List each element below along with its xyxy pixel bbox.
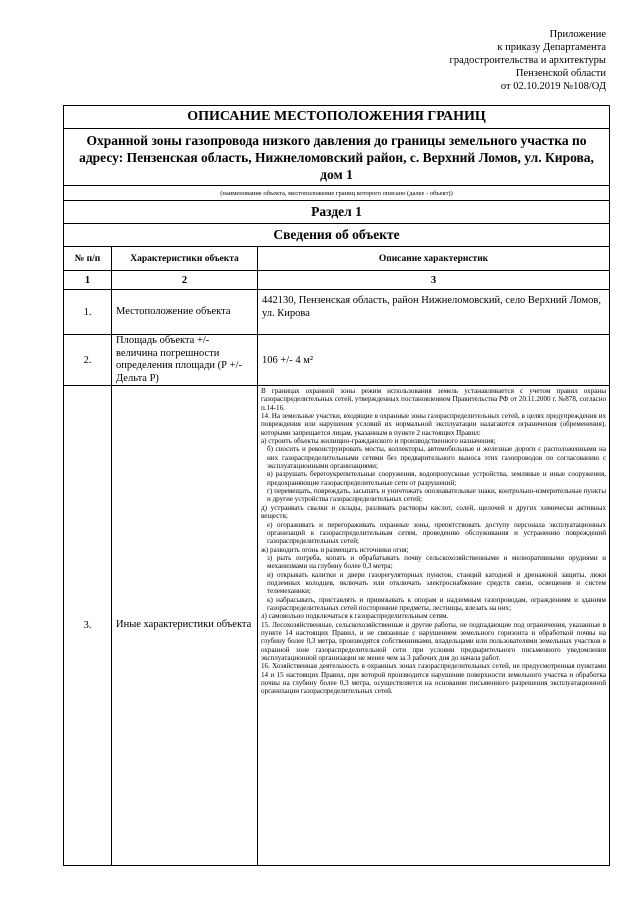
column-number: 3 [258, 271, 610, 290]
table-header-row [64, 247, 610, 271]
approval-date-line: от 02.10.2019 №108/ОД [500, 81, 606, 92]
row-characteristic: Площадь объекта +/- величина погрешности определения площади (Р +/- Дельта Р) [112, 335, 258, 386]
header-characteristic: Характеристики объекта [112, 247, 258, 271]
table-row [64, 386, 610, 866]
object-name: Охранной зоны газопровода низкого давления до границы земельного участка по адресу: Пензенская область, Нижнеломовский район, с. Верхний Ломов, ул. Кирова, дом 1 [64, 129, 610, 186]
regime-paragraph: В границах охранной зоны режим использования земель устанавливается с учетом правил охраны газораспределительных сетей, утвержденных постановлением Правительства РФ от 20.11.2000 г. №878, согласно п.14-16. [261, 387, 606, 412]
other-characteristics-text [258, 386, 610, 866]
restriction-item: и) открывать калитки и двери газорегуляторных пунктов, станций катодной и дренажной защиты, люки подземных колодцев, включать или отключать электроснабжение средств связи, освещения и систем телемеханики; [267, 570, 606, 596]
restriction-item: а) строить объекты жилищно-гражданского и производственного назначения; [261, 437, 496, 446]
rule-paragraph-15: 15. Лесохозяйственные, сельскохозяйственные и другие работы, не подпадающие под ограничения, указанные в пункте 14 настоящих Правил, и не связанные с нарушением земельного горизонта и обработкой почвы на глубину более 0,3 метра, производятся собственниками, владельцами или пользователями земельных участков в охранной зоне газораспределительной сети при условии предварительного письменного уведомления эксплуатационной организации не менее чем за 3 рабочих дня до начала работ. [261, 620, 606, 662]
table-row [64, 290, 610, 335]
row-characteristic: Иные характеристики объекта [112, 386, 258, 866]
restriction-item: з) рыть погреба, копать и обрабатывать почву сельскохозяйственными и мелиоративными орудиями и механизмами на глубину более 0,3 метра; [267, 553, 606, 571]
rule-paragraph-14: 14. На земельные участки, входящие в охранные зоны газораспределительных сетей, в целях предупреждения их повреждения или нарушения условий их нормальной эксплуатации налагаются ограничения (обременения), которыми запрещается лицам, указанным в пункте 2 настоящих Правил: [261, 412, 606, 437]
approval-line: Пензенской области [515, 68, 606, 79]
restriction-item: е) огораживать и перегораживать охранные зоны, препятствовать доступу персонала эксплуатационных организаций к газораспределительным сетям, проведению обслуживания и устранению повреждений газораспределительных сетей; [267, 520, 606, 546]
restriction-item: д) устраивать свалки и склады, разливать растворы кислот, солей, щелочей и других химически активных веществ; [261, 503, 606, 521]
approval-line: Приложение [549, 29, 606, 40]
restriction-item: б) сносить и реконструировать мосты, коллекторы, автомобильные и железные дороги с расположенными на них газораспределительными сетями без предварительного выноса этих газопроводов по согласованию с эксплуатационными организациями; [267, 445, 606, 471]
rule-paragraph-16: 16. Хозяйственная деятельность в охранных зонах газораспределительных сетей, не предусмотренная пунктами 14 и 15 настоящих Правил, при которой производится нарушение поверхности земельного участка и обработка почвы на глубину более 0,3 метра, осуществляется на основании письменного разрешения эксплуатационной организации газораспределительных сетей. [261, 662, 606, 696]
row-number: 1. [64, 290, 112, 335]
section-subtitle: Сведения об объекте [64, 224, 610, 247]
boundary-description-table [63, 105, 610, 866]
approval-line: к приказу Департамента [497, 42, 606, 53]
table-row [64, 335, 610, 386]
header-number: № п/п [64, 247, 112, 271]
column-number-row [64, 271, 610, 290]
row-description: 106 +/- 4 м² [258, 335, 610, 386]
approval-line: градостроительства и архитектуры [449, 55, 606, 66]
document-title: ОПИСАНИЕ МЕСТОПОЛОЖЕНИЯ ГРАНИЦ [64, 106, 610, 129]
row-characteristic: Местоположение объекта [112, 290, 258, 335]
restriction-item: г) перемещать, повреждать, засыпать и уничтожать опознавательные знаки, контрольно-измерительные пункты и другие устройства газораспределительных сетей; [267, 487, 606, 504]
header-description: Описание характеристик [258, 247, 610, 271]
restriction-item: л) самовольно подключаться к газораспределительным сетям. [261, 612, 449, 621]
column-number: 2 [112, 271, 258, 290]
approval-stamp [450, 28, 606, 93]
object-note: (наименование объекта, местоположение границ которого описано (далее - объект)) [64, 186, 610, 201]
row-number: 2. [64, 335, 112, 386]
row-description: 442130, Пензенская область, район Нижнеломовский, село Верхний Ломов, ул. Кирова [258, 290, 610, 335]
restriction-item: к) набрасывать, приставлять и привязывать к опорам и надземным газопроводам, ограждениям и зданиям газораспределительных сетей посторонние предметы, лестницы, влезать на них; [267, 595, 606, 612]
restriction-item: ж) разводить огонь и размещать источники огня; [261, 545, 409, 554]
section-title: Раздел 1 [64, 201, 610, 224]
column-number: 1 [64, 271, 112, 290]
row-number: 3. [64, 386, 112, 866]
restriction-item: в) разрушать берегоукрепительные сооружения, водопропускные устройства, земляные и иные сооружения, предохраняющие газораспределительные сети от разрушений; [267, 470, 606, 487]
